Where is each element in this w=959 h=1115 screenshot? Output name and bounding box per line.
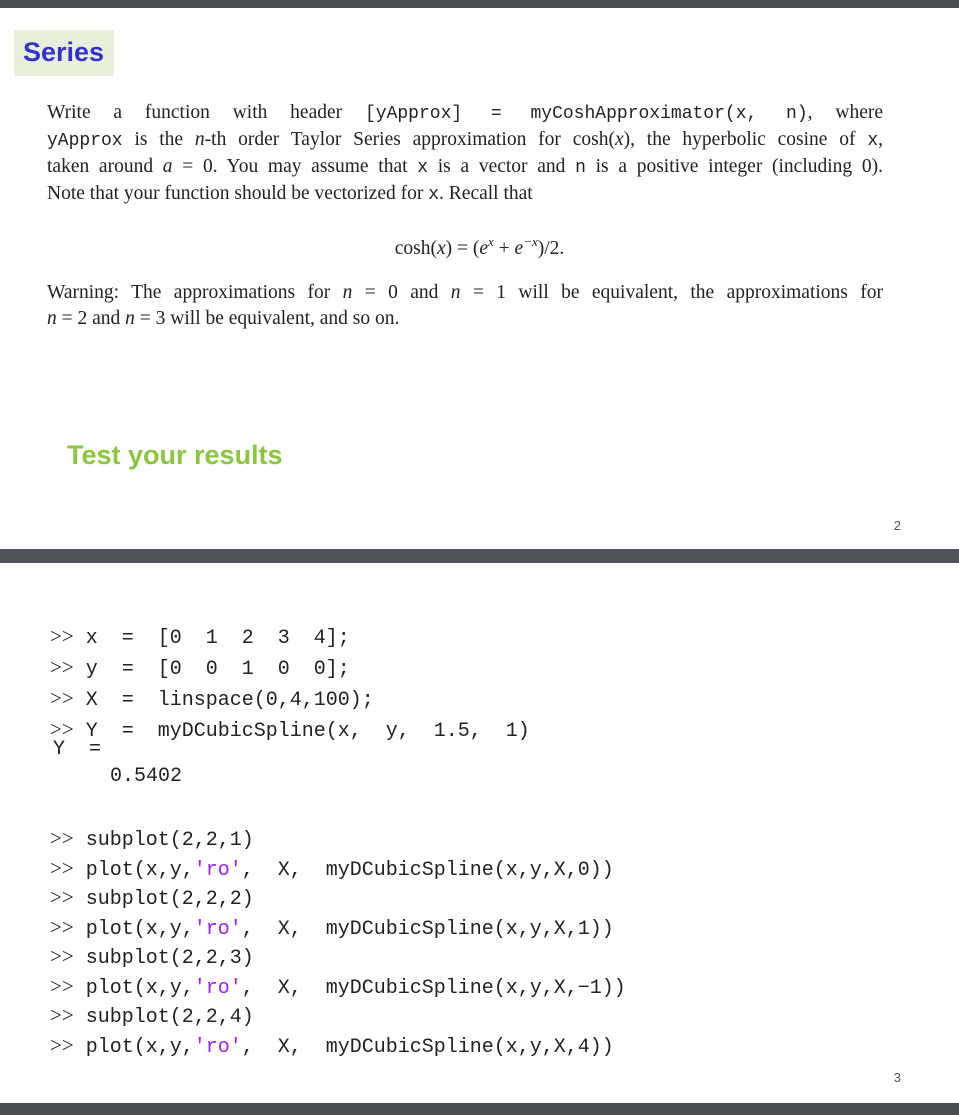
cosh-formula: $\cosh(x) = (e^x + e^{-x})/2$. (394, 234, 565, 259)
page-2 (0, 8, 959, 549)
section-heading: Series (14, 30, 114, 76)
paragraph-line: yApprox is the n-th order Taylor Series approximation for cosh(x), the hyperbolic cosine of x, (47, 129, 883, 151)
page-number: 2 (893, 518, 901, 533)
code-line: >> plot(x,y,'ro', X, myDCubicSpline(x,y,X,−1)) (50, 973, 626, 1000)
code-line: >> plot(x,y,'ro', X, myDCubicSpline(x,y,X,4)) (50, 1032, 614, 1059)
code-line: >> subplot(2,2,4) (50, 1003, 254, 1029)
problem-paragraph (47, 100, 883, 208)
paragraph-line: Note that your function should be vectorized for x. Recall that (47, 183, 533, 205)
paragraph-line: n = 2 and n = 3 will be equivalent, and so on. (47, 308, 400, 329)
code-line: >> plot(x,y,'ro', X, myDCubicSpline(x,y,X,1)) (50, 914, 614, 941)
paragraph-line: taken around a = 0. You may assume that x is a vector and n is a positive integer (including 0). (47, 156, 883, 178)
output-label: Y = (53, 738, 102, 761)
page-number: 3 (893, 1070, 901, 1085)
code-block-setup (50, 622, 530, 746)
paragraph-line: Write a function with header [yApprox] = myCoshApproximator(x, n), where (47, 102, 884, 124)
output-value: 0.5402 (110, 765, 183, 788)
code-line: >> plot(x,y,'ro', X, myDCubicSpline(x,y,X,0)) (50, 855, 614, 882)
code-line: >> x = [0 1 2 3 4]; (50, 624, 350, 650)
page-3 (0, 563, 959, 1103)
paragraph-line: Warning: The approximations for n = 0 and n = 1 will be equivalent, the approximations for (47, 282, 884, 303)
code-line: >> X = linspace(0,4,100); (50, 686, 374, 712)
code-line: >> Y = myDCubicSpline(x, y, 1.5, 1) (50, 717, 530, 743)
code-line: >> subplot(2,2,1) (50, 826, 254, 852)
top-divider (0, 0, 959, 8)
bottom-divider (0, 1103, 959, 1115)
warning-paragraph (47, 280, 883, 332)
page-divider (0, 549, 959, 563)
code-line: >> subplot(2,2,2) (50, 885, 254, 911)
test-results-heading: Test your results (67, 440, 283, 470)
code-line: >> y = [0 0 1 0 0]; (50, 655, 350, 681)
code-block-plots (50, 825, 626, 1061)
code-line: >> subplot(2,2,3) (50, 944, 254, 970)
